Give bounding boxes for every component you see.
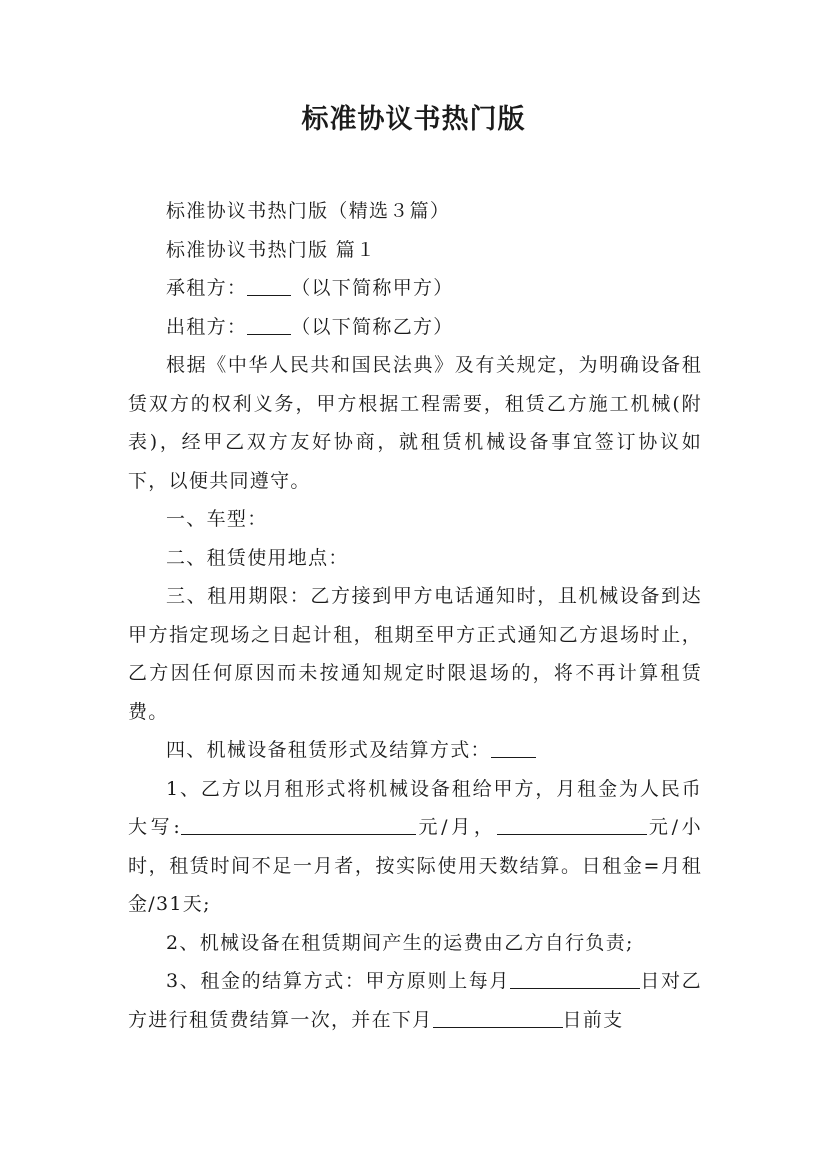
lessor-label: 出租方： xyxy=(166,315,248,338)
lessor-line xyxy=(128,308,702,347)
settlement-blank xyxy=(491,737,536,758)
clause-settlement-text: 四、机械设备租赁形式及结算方式： xyxy=(166,739,491,761)
item-freight: 2、机械设备在租赁期间产生的运费由乙方自行负责; xyxy=(166,931,634,954)
clause-vehicle-type: 一、车型： xyxy=(166,508,268,530)
lessee-line xyxy=(128,269,702,308)
hourly-rent-blank xyxy=(497,814,647,835)
item1-text-b: 元/月， xyxy=(416,816,497,838)
payment-day-blank xyxy=(433,1007,563,1028)
document-body xyxy=(128,192,702,1039)
lessee-blank xyxy=(247,275,291,296)
settlement-day-blank xyxy=(510,968,640,989)
item3-text-c: 日前支 xyxy=(562,1008,624,1031)
intro-line: 标准协议书热门版（精选３篇） xyxy=(166,200,451,222)
monthly-rent-blank xyxy=(181,814,416,835)
lessee-label: 承租方： xyxy=(166,277,248,299)
part-heading: 标准协议书热门版 篇１ xyxy=(166,238,377,261)
clause-term: 三、租用期限：乙方接到甲方电话通知时，且机械设备到达甲方指定现场之日起计租，租期至甲方正式通知乙方退场时止，乙方因任何原因而未按通知规定时限退场的，将不再计算租赁费。 xyxy=(128,585,702,723)
item1-text-c: 元/小时，租赁时间不足一月者，按实际使用天数结算。日租金=月租金/31天; xyxy=(128,816,702,915)
document-title: 标准协议书热门版 xyxy=(301,104,526,135)
lessor-note: （以下简称乙方） xyxy=(291,315,454,338)
lessee-note: （以下简称甲方） xyxy=(291,277,454,299)
clause-location: 二、租赁使用地点： xyxy=(166,546,349,569)
item3-text-a: 3、租金的结算方式：甲方原则上每月 xyxy=(166,970,511,992)
preamble-paragraph: 根据《中华人民共和国民法典》及有关规定，为明确设备租赁双方的权利义务，甲方根据工程需要，租赁乙方施工机械(附表)，经甲乙双方友好协商，就租赁机械设备事宜签订协议如下，以便共同遵守。 xyxy=(128,354,702,492)
clause-settlement xyxy=(128,731,702,770)
item-payment xyxy=(128,962,702,1039)
item1-text-a: 1、乙方以月租形式将机械设备租给甲方，月租金为人民币大写: xyxy=(128,777,702,838)
item3-text-b: 日对乙方进行租赁费结算一次，并在下月 xyxy=(128,970,702,1031)
lessor-blank xyxy=(247,314,291,335)
item-monthly-rent xyxy=(128,770,702,924)
